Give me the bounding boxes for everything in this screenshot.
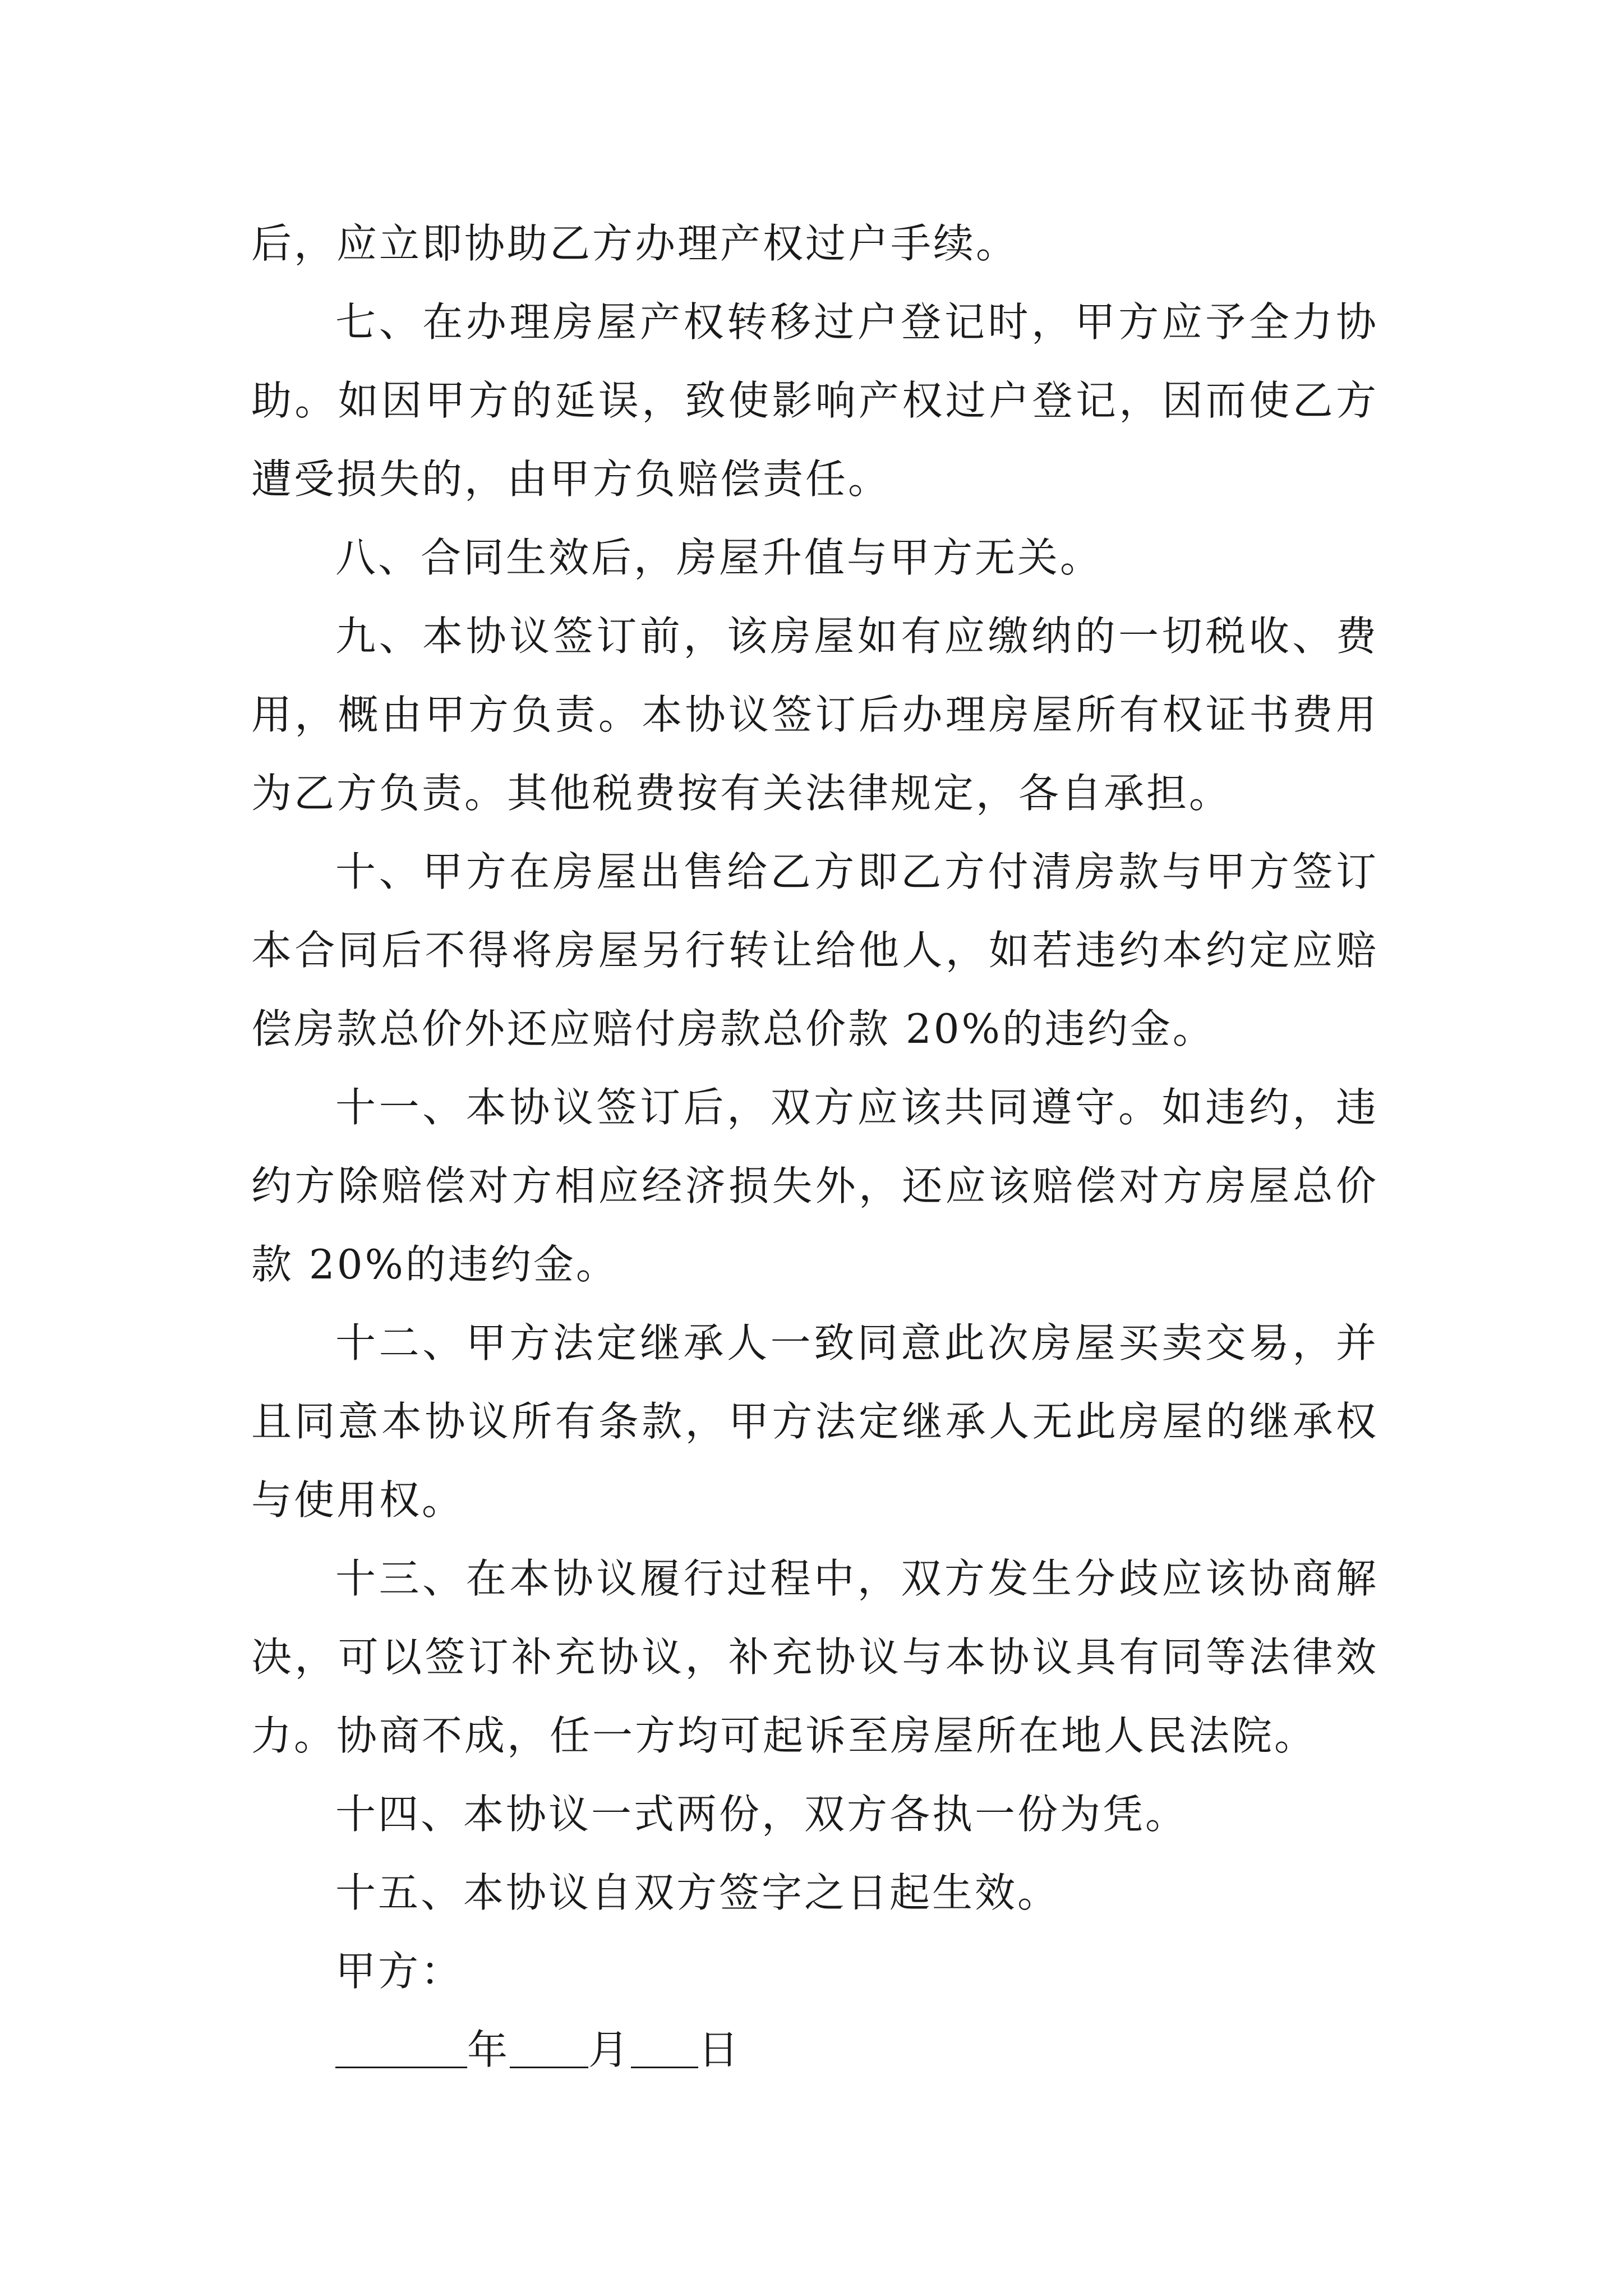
clause-12: 十二、甲方法定继承人一致同意此次房屋买卖交易，并且同意本协议所有条款，甲方法定继承人无此房屋的继承权与使用权。	[251, 1319, 1378, 1524]
signature-label: 甲方：	[335, 1948, 464, 1995]
clause-8: 八、合同生效后，房屋升值与甲方无关。	[335, 534, 1103, 581]
document-body	[251, 204, 1378, 2089]
year-blank	[335, 2026, 467, 2068]
clause-14: 十四、本协议一式两份，双方各执一份为凭。	[335, 1791, 1188, 1838]
date-line	[251, 2010, 1378, 2089]
year-label: 年	[467, 2026, 510, 2073]
clause-9: 九、本协议签订前，该房屋如有应缴纳的一切税收、费用，概由甲方负责。本协议签订后办理房屋所有权证书费用为乙方负责。其他税费按有关法律规定，各自承担。	[251, 613, 1378, 817]
paragraph-continuation: 后，应立即协助乙方办理产权过户手续。	[251, 220, 1019, 267]
day-blank	[631, 2026, 698, 2068]
clause-15: 十五、本协议自双方签字之日起生效。	[335, 1869, 1061, 1916]
month-label: 月	[588, 2026, 631, 2073]
day-label: 日	[698, 2026, 741, 2073]
clause-7: 七、在办理房屋产权转移过户登记时，甲方应予全力协助。如因甲方的延误，致使影响产权过户登记，因而使乙方遭受损失的，由甲方负赔偿责任。	[251, 298, 1378, 503]
clause-13: 十三、在本协议履行过程中，双方发生分歧应该协商解决，可以签订补充协议，补充协议与本协议具有同等法律效力。协商不成，任一方均可起诉至房屋所在地人民法院。	[251, 1555, 1378, 1759]
clause-11: 十一、本协议签订后，双方应该共同遵守。如违约，违约方除赔偿对方相应经济损失外，还应该赔偿对方房屋总价款 20%的违约金。	[251, 1084, 1378, 1288]
month-blank	[510, 2026, 588, 2068]
clause-10: 十、甲方在房屋出售给乙方即乙方付清房款与甲方签订本合同后不得将房屋另行转让给他人，如若违约本约定应赔偿房款总价外还应赔付房款总价款 20%的违约金。	[251, 848, 1378, 1052]
